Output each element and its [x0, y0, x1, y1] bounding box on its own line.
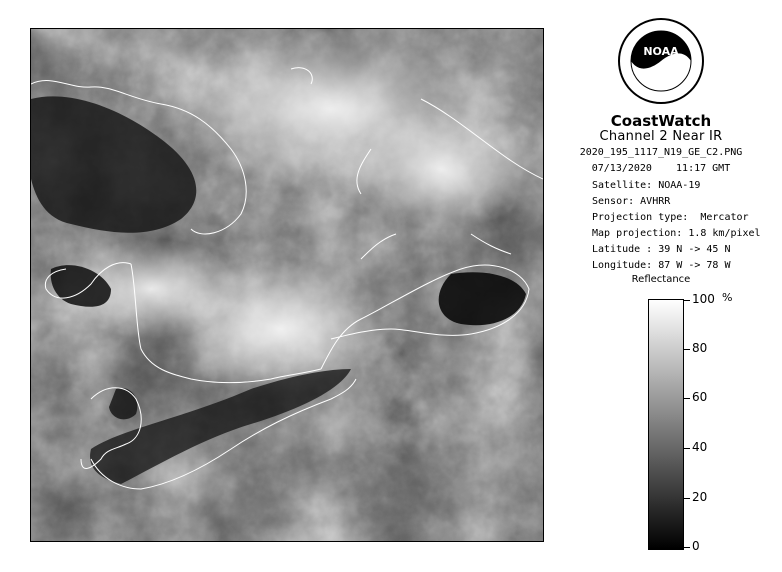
noaa-logo [617, 17, 705, 105]
channel-title: Channel 2 Near IR [599, 129, 723, 144]
tick-mark [684, 398, 690, 399]
tick-label: 20 [692, 490, 708, 504]
brand-title: CoastWatch [610, 112, 712, 130]
meta-satellite: Satellite: NOAA-19 [592, 180, 701, 191]
logo-center-text: NOAA [643, 45, 679, 58]
meta-longitude: Longitude: 87 W -> 78 W [592, 260, 731, 271]
tick-mark [684, 498, 690, 499]
tick-mark [684, 300, 690, 301]
satellite-image-map [30, 28, 544, 542]
tick-label: 100 [692, 292, 715, 306]
tick-label: 40 [692, 440, 708, 454]
meta-sensor: Sensor: AVHRR [592, 196, 671, 207]
tick-label: 0 [692, 539, 700, 553]
file-name: 2020_195_1117_N19_GE_C2.PNG [579, 147, 743, 158]
tick-mark [684, 547, 690, 548]
date-time: 07/13/2020 11:17 GMT [591, 163, 731, 174]
colorbar-unit: % [722, 291, 733, 304]
meta-latitude: Latitude : 39 N -> 45 N [592, 244, 731, 255]
meta-map-projection: Map projection: 1.8 km/pixel [592, 228, 761, 239]
colorbar-label: Reflectance [631, 274, 691, 285]
tick-label: 60 [692, 390, 708, 404]
tick-mark [684, 448, 690, 449]
tick-label: 80 [692, 341, 708, 355]
meta-projection-type: Projection type: Mercator [592, 212, 749, 223]
reflectance-colorbar [648, 299, 684, 550]
tick-mark [684, 349, 690, 350]
